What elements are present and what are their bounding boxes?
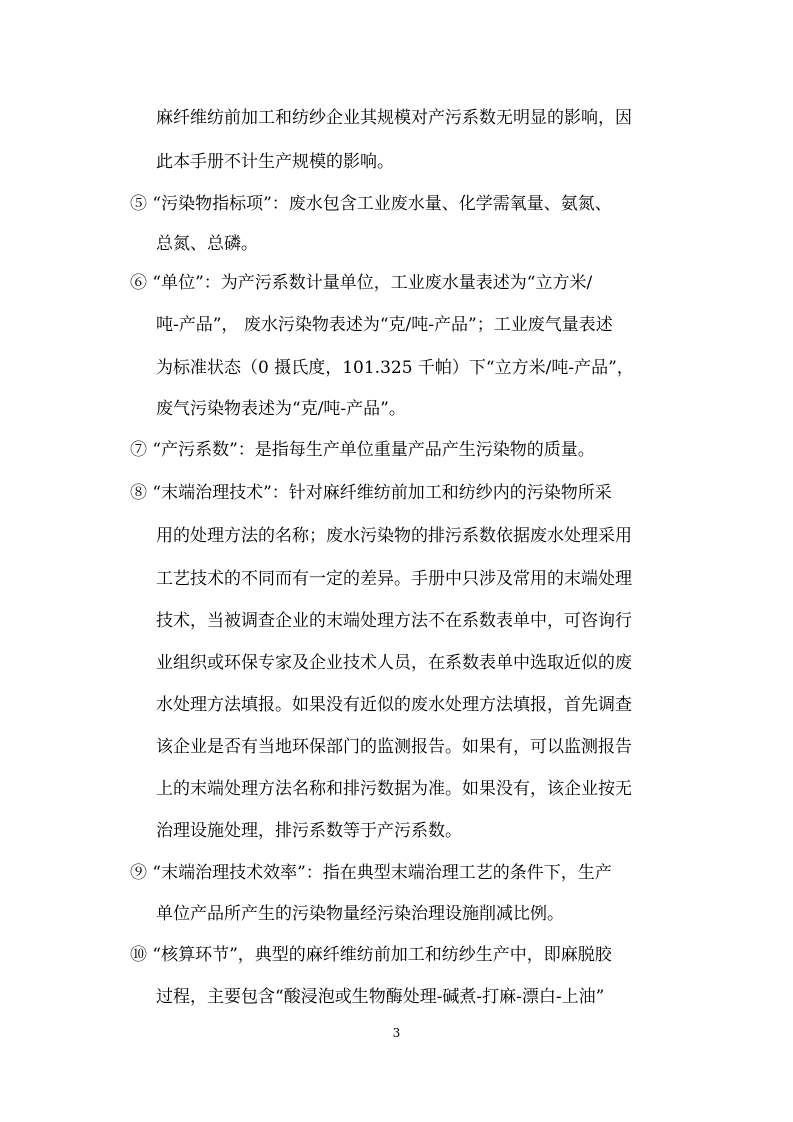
text-line: 该企业是否有当地环保部门的监测报告。如果有，可以监测报告	[156, 737, 632, 757]
list-item-5: ⑤ “污染物指标项”：废水包含工业废水量、化学需氧量、氨氮、	[130, 194, 612, 214]
text-line: 总氮、总磷。	[156, 234, 258, 254]
text-line: 技术，当被调查企业的末端处理方法不在系数表单中，可咨询行	[156, 611, 632, 631]
text-line: 水处理方法填报。如果没有近似的废水处理方法填报，首先调查	[156, 695, 632, 715]
text-line: 为标准状态（0 摄氏度，101.325 千帕）下“立方米/吨-产品”，	[156, 358, 634, 378]
list-item-6: ⑥ “单位”：为产污系数计量单位，工业废水量表述为“立方米/	[130, 273, 593, 293]
text-line: 此本手册不计生产规模的影响。	[156, 152, 394, 172]
page-number: 3	[392, 1026, 401, 1040]
text-line: 吨-产品”， 废水污染物表述为“克/吨-产品”；工业废气量表述	[156, 315, 613, 335]
list-item-10: ⑩ “核算环节”，典型的麻纤维纺前加工和纺纱生产中，即麻脱胶	[130, 945, 612, 965]
list-item-7: ⑦ “产污系数”：是指每生产单位重量产品产生污染物的质量。	[130, 440, 595, 460]
text-line: 过程，主要包含“酸浸泡或生物酶处理-碱煮-打麻-漂白-上油”	[156, 987, 605, 1007]
text-line: 废气污染物表述为“克/吨-产品”。	[156, 399, 406, 419]
text-line: 治理设施处理，排污系数等于产污系数。	[156, 821, 462, 841]
text-line: 工艺技术的不同而有一定的差异。手册中只涉及常用的末端处理	[156, 569, 632, 589]
text-line: 麻纤维纺前加工和纺纱企业其规模对产污系数无明显的影响，因	[156, 108, 632, 128]
text-line: 用的处理方法的名称；废水污染物的排污系数依据废水处理采用	[156, 526, 632, 546]
text-line: 上的末端处理方法名称和排污数据为准。如果没有，该企业按无	[156, 779, 632, 799]
list-item-9: ⑨ “末端治理技术效率”：指在典型末端治理工艺的条件下，生产	[130, 863, 612, 883]
list-item-8: ⑧ “末端治理技术”：针对麻纤维纺前加工和纺纱内的污染物所采	[130, 483, 612, 503]
text-line: 单位产品所产生的污染物量经污染治理设施削减比例。	[156, 904, 564, 924]
text-line: 业组织或环保专家及企业技术人员，在系数表单中选取近似的废	[156, 653, 632, 673]
